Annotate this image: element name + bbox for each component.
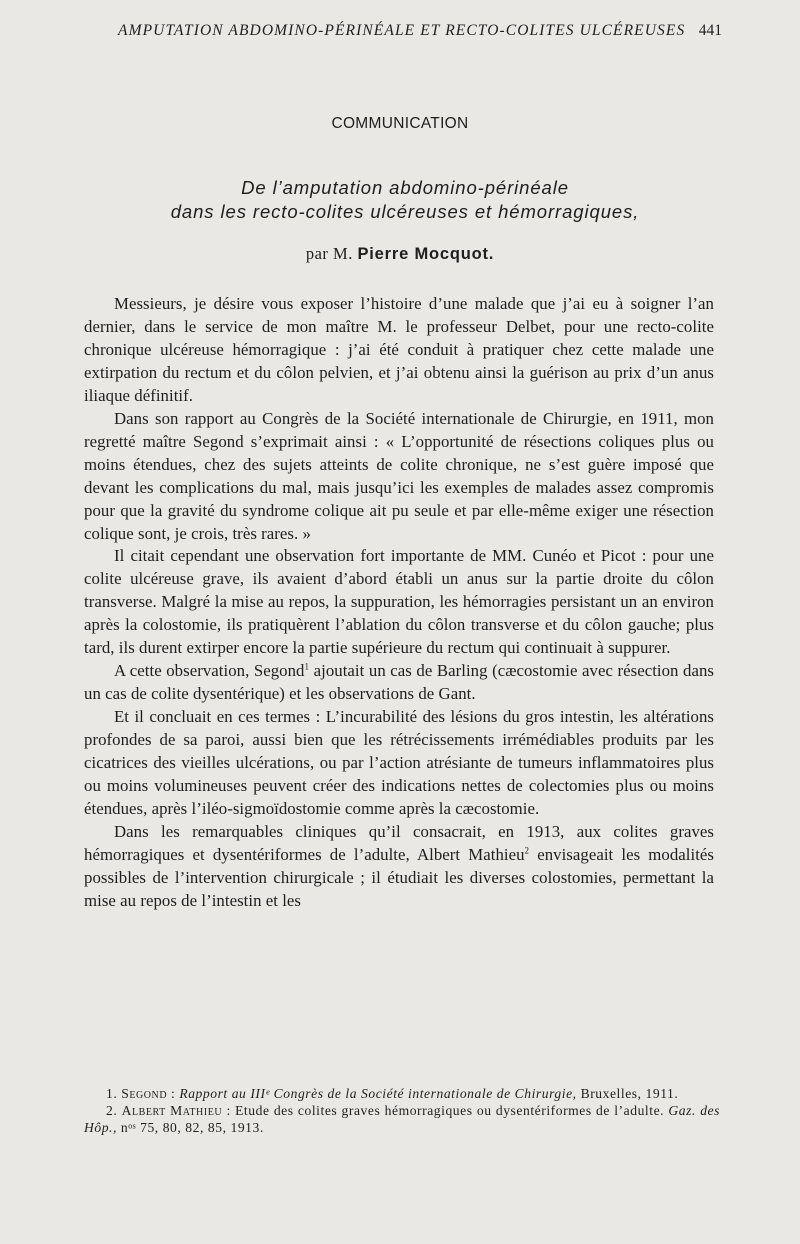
article-title bbox=[0, 176, 800, 224]
paragraph-1: Messieurs, je désire vous exposer l’histoire d’une malade que j’ai eu à soigner l’an dernier, dans le service de mon maître M. le professeur Delbet, pour une recto-colite chronique ulcéreuse hémorragique : j’ai été conduit à pratiquer chez cette malade une extirpation du rectum et du côlon pelvien, et j’ai obtenu ainsi la guérison au prix d’un anus iliaque définitif. bbox=[84, 294, 714, 405]
footnote-2-author: Albert Mathieu bbox=[121, 1103, 223, 1118]
footnote-1-rest: Bruxelles, 1911. bbox=[576, 1086, 679, 1101]
article-body bbox=[84, 293, 714, 913]
paragraph-6-text-cont: envisageait les modalités possibles de l’intervention chirurgicale ; il étudiait les diverses colostomies, permettant la mise au repos de l’intestin et les bbox=[84, 844, 714, 910]
footnote-1 bbox=[84, 1085, 720, 1102]
footnote-2-text: : Etude des colites graves hémorragiques ou dysentériformes de l’adulte. bbox=[222, 1103, 669, 1118]
author-line bbox=[0, 244, 800, 264]
section-label: COMMUNICATION bbox=[331, 115, 469, 132]
paragraph-5: Et il concluait en ces termes : L’incurabilité des lésions du gros intestin, les altérations profondes de sa paroi, aussi bien que les rétrécissements irrémédiables produits par les cicatrices des vieilles ulcérations, ou par l’action atrésiante de tumeurs inflammatoires plus ou moins volumineuses peuvent créer des indications nettes de colectomies plus ou moins étendues, après l’iléo-sigmoïdostomie comme après la cæcostomie. bbox=[84, 707, 714, 818]
footnote-1-reference: Rapport au IIIᵉ Congrès de la Société internationale de Chirurgie, bbox=[179, 1086, 577, 1101]
paragraph-3: Il citait cependant une observation fort importante de MM. Cunéo et Picot : pour une colite ulcéreuse grave, ils avaient d’abord établi un anus sur la partie droite du côlon transverse. Malgré la mise au repos, la suppuration, les hémorragies persistant un an environ après la colostomie, ils pratiquèrent l’ablation du côlon transverse et du côlon gauche; plus tard, ils durent extirper encore la partie supérieure du rectum qui continuait à suppurer. bbox=[84, 546, 714, 658]
paragraph-4-text-cont: ajoutait un cas de Barling (cæcostomie avec résection dans un cas de colite dysentérique) et les observations de Gant. bbox=[84, 661, 714, 704]
footnote-1-sep: : bbox=[167, 1086, 180, 1101]
paragraph-4-text: A cette observation, Segond bbox=[114, 661, 305, 681]
footnote-2 bbox=[84, 1102, 720, 1136]
author-prefix: par M. bbox=[305, 244, 353, 263]
paragraph-2: Dans son rapport au Congrès de la Société internationale de Chirurgie, en 1911, mon regretté maître Segond s’exprimait ainsi : « L’opportunité de résections coliques plus ou moins étendues, chez des sujets atteints de colite chronique, ne s’est guère imposé que devant les complications du mal, mais jusqu’ici les exemples de malades assez compromis pour que la gravité du syndrome colique ait pu seule et par elle-même exiger une résection colique sont, je crois, très rares. » bbox=[84, 408, 714, 543]
paragraph-4 bbox=[84, 660, 714, 706]
footnote-1-number: 1. bbox=[106, 1086, 118, 1101]
footnote-ref-1: 1 bbox=[304, 661, 310, 672]
footnote-ref-2: 2 bbox=[524, 845, 530, 856]
article-title-line-1: De l’amputation abdomino-périnéale bbox=[241, 177, 569, 198]
paragraph-6 bbox=[84, 821, 714, 913]
footnote-2-journal: Gaz. des Hôp., bbox=[84, 1103, 720, 1135]
article-title-line-2: dans les recto-colites ulcéreuses et hémorragiques, bbox=[170, 201, 640, 222]
page-number: 441 bbox=[698, 22, 722, 39]
footnote-2-number: 2. bbox=[106, 1103, 118, 1118]
footnote-1-author: Segond bbox=[121, 1086, 168, 1101]
footnotes bbox=[84, 1085, 720, 1136]
footnote-2-numbers: nᵒˢ 75, 80, 82, 85, 1913. bbox=[116, 1120, 264, 1135]
running-head bbox=[118, 22, 722, 40]
running-head-title: AMPUTATION ABDOMINO-PÉRINÉALE ET RECTO-COLITES ULCÉREUSES bbox=[118, 22, 686, 39]
author-name: Pierre Mocquot. bbox=[357, 245, 495, 263]
paragraph-6-text: Dans les remarquables cliniques qu’il consacrait, en 1913, aux colites graves hémorragiques et dysentériformes de l’adulte, Albert Mathieu bbox=[84, 821, 714, 864]
